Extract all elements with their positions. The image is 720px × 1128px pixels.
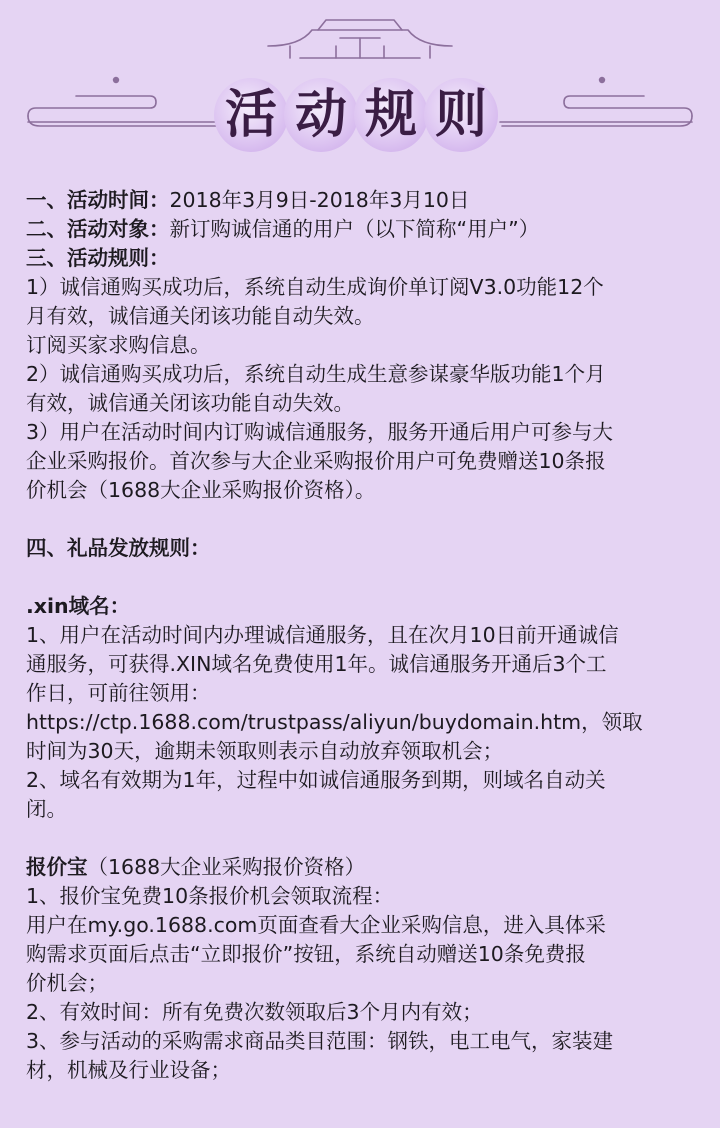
xin-line-2: 通服务，可获得.XIN域名免费使用1年。诚信通服务开通后3个工 bbox=[26, 652, 607, 676]
title-char-4: 则 bbox=[424, 78, 498, 152]
title-char-1: 活 bbox=[214, 78, 288, 152]
quote-line-7: 材，机械及行业设备； bbox=[26, 1058, 231, 1082]
xin-line-7: 闭。 bbox=[26, 797, 67, 821]
activity-time bbox=[26, 186, 696, 215]
rule-2-line-2: 有效，诚信通关闭该功能自动失效。 bbox=[26, 391, 354, 415]
xin-line-1: 1、用户在活动时间内办理诚信通服务，且在次月10日前开通诚信 bbox=[26, 623, 619, 647]
activity-target-label: 二、活动对象： bbox=[26, 217, 170, 241]
rule-1-line-1: 1）诚信通购买成功后，系统自动生成询价单订阅V3.0功能12个 bbox=[26, 275, 604, 299]
quote-line-1: 1、报价宝免费10条报价机会领取流程： bbox=[26, 884, 394, 908]
activity-time-label: 一、活动时间： bbox=[26, 188, 170, 212]
rule-3-line-2: 企业采购报价。首次参与大企业采购报价用户可免费赠送10条报 bbox=[26, 449, 606, 473]
rule-3-line-3: 价机会（1688大企业采购报价资格）。 bbox=[26, 478, 376, 502]
xin-line-6: 2、域名有效期为1年，过程中如诚信通服务到期，则域名自动关 bbox=[26, 768, 606, 792]
quote-heading-note: （1688大企业采购报价资格） bbox=[87, 855, 366, 879]
activity-target-value: 新订购诚信通的用户（以下简称“用户”） bbox=[169, 217, 540, 241]
rule-1-line-3: 订阅买家求购信息。 bbox=[26, 333, 211, 357]
xin-domain-link: https://ctp.1688.com/trustpass/aliyun/buydomain.htm，领取 bbox=[26, 710, 643, 734]
quote-line-3: 购需求页面后点击“立即报价”按钮，系统自动赠送10条免费报 bbox=[26, 942, 586, 966]
xin-line-3: 作日，可前往领用： bbox=[26, 681, 211, 705]
rule-1-line-2: 月有效，诚信通关闭该功能自动失效。 bbox=[26, 304, 375, 328]
quote-heading bbox=[26, 853, 696, 882]
xin-line-5: 时间为30天，逾期未领取则表示自动放弃领取机会； bbox=[26, 739, 504, 763]
quote-line-4: 价机会； bbox=[26, 971, 108, 995]
activity-rules-label: 三、活动规则： bbox=[26, 246, 170, 270]
quote-line-2: 用户在my.go.1688.com页面查看大企业采购信息，进入具体采 bbox=[26, 913, 606, 937]
title-char-3: 规 bbox=[354, 78, 428, 152]
xin-domain-heading: .xin域名： bbox=[26, 594, 131, 618]
gift-rules-heading: 四、礼品发放规则： bbox=[26, 536, 211, 560]
quote-heading-label: 报价宝 bbox=[26, 855, 88, 879]
activity-time-value: 2018年3月9日-2018年3月10日 bbox=[169, 188, 470, 212]
quote-line-5: 2、有效时间：所有免费次数领取后3个月内有效； bbox=[26, 1000, 483, 1024]
rule-3-line-1: 3）用户在活动时间内订购诚信通服务，服务开通后用户可参与大 bbox=[26, 420, 614, 444]
quote-line-6: 3、参与活动的采购需求商品类目范围：钢铁，电工电气，家装建 bbox=[26, 1029, 614, 1053]
activity-target bbox=[26, 215, 696, 244]
header-ornament bbox=[0, 0, 720, 170]
rules-content bbox=[26, 186, 696, 1085]
page-title bbox=[0, 78, 720, 158]
title-char-2: 动 bbox=[284, 78, 358, 152]
rule-2-line-1: 2）诚信通购买成功后，系统自动生成生意参谋豪华版功能1个月 bbox=[26, 362, 606, 386]
